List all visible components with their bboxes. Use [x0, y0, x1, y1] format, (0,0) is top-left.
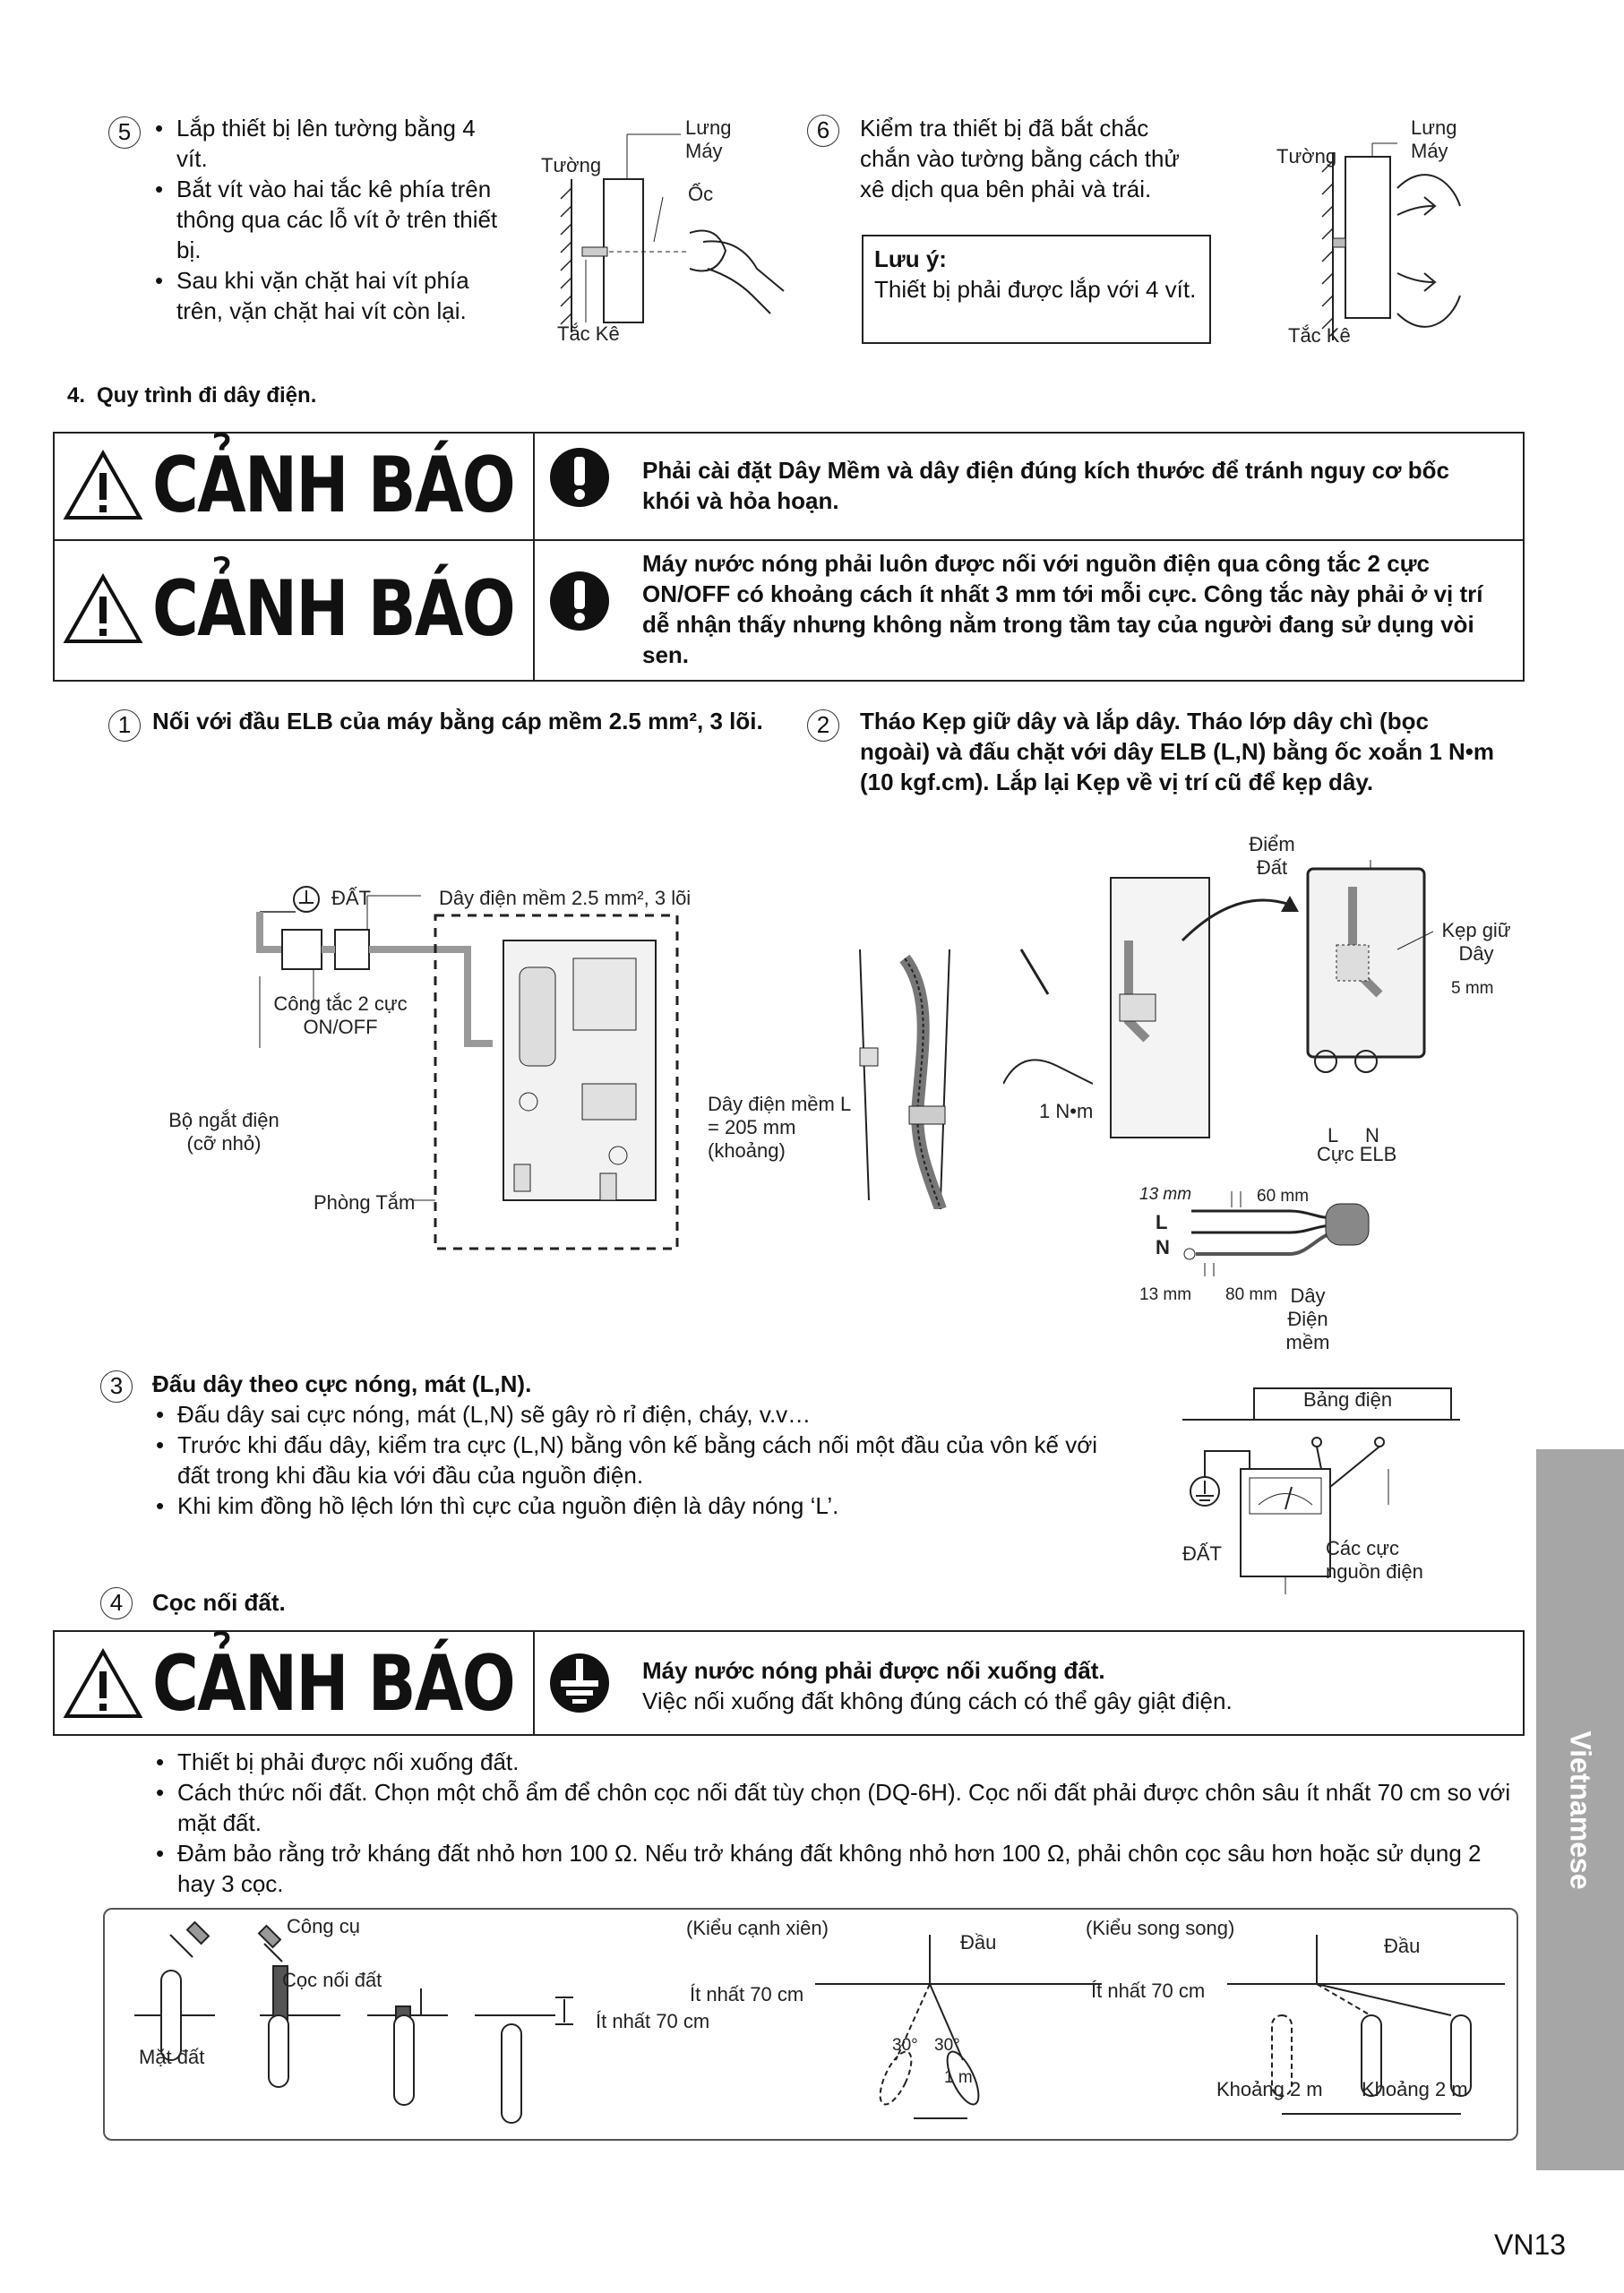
- fig2-terminal-N: N: [1365, 1124, 1379, 1146]
- cord-routing-diagram: [851, 940, 985, 1209]
- step5-bullet: • Bắt vít vào hai tắc kê phía trên thông qua các lỗ vít ở trên thiết bị.: [153, 174, 511, 265]
- step5-screw-label: Ốc: [688, 183, 714, 205]
- step6-note-title: Lưu ý:: [874, 245, 947, 272]
- wiring-step1-text: Nối với đầu ELB của máy bằng cáp mềm 2.5 mm², 3 lõi.: [152, 708, 763, 734]
- step4-bullet: • Đảm bảo rằng trở kháng đất nhỏ hơn 100 Ω. Nếu trở kháng đất không nhỏ hơn 100 Ω, phải chôn cọc sâu hơn hoặc sử dụng 2 hay 3 cọc.: [154, 1838, 1516, 1899]
- language-label: Vietnamese: [1564, 1730, 1597, 1890]
- step6-back-label: Lưng Máy: [1411, 116, 1457, 162]
- warning-triangle-icon: [63, 573, 143, 645]
- step5-anchor-label: Tắc Kê: [557, 322, 620, 345]
- wiring-step-number-2: 2: [807, 709, 839, 742]
- exclamation-icon: [548, 570, 611, 632]
- fig4-head1-label: Đầu: [960, 1931, 997, 1954]
- fig4-ground-label: Mặt đất: [139, 2046, 205, 2068]
- fig4-angle1-label: 30°: [892, 2036, 918, 2055]
- fig2-dim-80mm: 80 mm: [1225, 1285, 1278, 1304]
- step3-panel-label: Bảng điện: [1303, 1388, 1393, 1411]
- step3-bullet: • Đấu dây sai cực nóng, mát (L,N) sẽ gây rò rỉ điện, cháy, v.v…: [154, 1399, 1113, 1430]
- step5-wall-label: Tường: [541, 154, 602, 176]
- fig2-torque-label: 1 N•m: [1039, 1100, 1094, 1122]
- step4-bullet: • Cách thức nối đất. Chọn một chỗ ẩm để chôn cọc nối đất tùy chọn (DQ-6H). Cọc nối đất phải được chôn sâu ít nhất 70 cm so với mặt đất.: [154, 1777, 1516, 1838]
- section-title: Quy trình đi dây điện.: [97, 383, 317, 408]
- fig2-dim-13mm-bottom: 13 mm: [1139, 1285, 1192, 1304]
- fig4-tool-label: Công cụ: [287, 1915, 360, 1937]
- warning-title: CẢNH BÁO: [152, 564, 515, 654]
- exclamation-icon: [548, 446, 611, 509]
- step3-bullet: • Trước khi đấu dây, kiểm tra cực (L,N) bằng vôn kế bằng cách nối một đầu của vôn kế với đất trong khi đầu kia với đầu của nguồn điện.: [154, 1430, 1113, 1490]
- step5-bullet: • Sau khi vặn chặt hai vít phía trên, vặn chặt hai vít còn lại.: [153, 265, 511, 326]
- fig2-cord-label: Dây điện mềm L = 205 mm (khoảng): [708, 1093, 851, 1162]
- fig2-elb-label: Cực ELB: [1317, 1143, 1397, 1165]
- wiring-overview-diagram: [152, 869, 690, 1254]
- step5-wall-mount-diagram: [528, 107, 815, 358]
- warning-triangle-icon: [63, 450, 143, 521]
- warning-text-bold: Máy nước nóng phải được nối xuống đất.: [642, 1657, 1105, 1684]
- step5-bullet: • Lắp thiết bị lên tường bằng 4 vít.: [153, 113, 511, 174]
- warning-title: CẢNH BÁO: [152, 441, 515, 530]
- ground-icon: [548, 1652, 611, 1714]
- fig4-rod-label: Cọc nối đất: [282, 1969, 382, 1991]
- step6-instruction: Kiểm tra thiết bị đã bắt chắc chắn vào tường bằng cách thử xê dịch qua bên phải và trái.: [860, 115, 1180, 202]
- page-number: VN13: [1494, 2229, 1567, 2261]
- warning-divider: [55, 539, 1523, 541]
- fig4-depth1-label: Ít nhất 70 cm: [596, 2010, 710, 2032]
- wiring-step2-text: Tháo Kẹp giữ dây và lắp dây. Tháo lớp dây chì (bọc ngoài) và đấu chặt với dây ELB (L,N) bằng ốc xoắn 1 N•m (10 kgf.cm). Lắp lại Kẹp về vị trí cũ để kẹp dây.: [860, 708, 1495, 795]
- fig4-angle2-label: 30°: [934, 2036, 960, 2055]
- grounding-rod-diagram: [107, 1917, 1514, 2136]
- fig4-space1-label: Khoảng 2 m: [1216, 2078, 1323, 2100]
- fig2-clamp-label: Kẹp giữ Dây: [1441, 919, 1511, 965]
- fig2-terminal-L: L: [1328, 1124, 1339, 1146]
- fig4-depth2-label: Ít nhất 70 cm: [690, 1983, 804, 2005]
- language-side-tab: [1536, 1449, 1624, 2170]
- fig4-parallel-label: (Kiểu song song): [1086, 1917, 1235, 1939]
- fig4-dist1-label: 1 m: [944, 2068, 973, 2087]
- fig2-earth-point-label: Điểm Đất: [1249, 833, 1295, 879]
- step-number-4: 4: [100, 1587, 133, 1619]
- fig1-ground-label: ĐẤT: [331, 887, 371, 909]
- step-number-6: 6: [807, 115, 839, 147]
- fig2-dim-60mm: 60 mm: [1257, 1187, 1310, 1206]
- step-number-5: 5: [108, 116, 141, 149]
- fig2-gap-label: 5 mm: [1451, 979, 1494, 998]
- step3-ground-label: ĐẤT: [1182, 1542, 1222, 1565]
- warning-text: Máy nước nóng phải luôn được nối với nguồn điện qua công tắc 2 cực ON/OFF có khoảng cách ít nhất 3 mm tới mỗi cực. Công tắc này phải ở vị trí dễ nhận thấy nhưng không nằm trong tầm tay của người đang sử dụng vòi sen.: [642, 550, 1483, 668]
- fig1-breaker-label: Bộ ngắt điện (cỡ nhỏ): [168, 1109, 279, 1155]
- fig4-depth3-label: Ít nhất 70 cm: [1091, 1980, 1206, 2002]
- warning-title: CẢNH BÁO: [152, 1639, 515, 1729]
- warning-text: Việc nối xuống đất không đúng cách có thể gây giật điện.: [642, 1688, 1233, 1714]
- step3-bullet: • Khi kim đồng hồ lệch lớn thì cực của nguồn điện là dây nóng ‘L’.: [154, 1490, 1113, 1521]
- step4-bullet: • Thiết bị phải được nối xuống đất.: [154, 1747, 1516, 1777]
- fig2-dim-13mm-top: 13 mm: [1139, 1185, 1192, 1204]
- wiring-step-number-1: 1: [108, 709, 141, 742]
- step6-note-box: [862, 235, 1211, 344]
- fig1-bathroom-label: Phòng Tắm: [314, 1191, 416, 1214]
- step4-instructions: [154, 1747, 1516, 1899]
- fig4-head2-label: Đầu: [1384, 1935, 1421, 1957]
- step5-back-label: Lưng Máy: [685, 116, 732, 162]
- step3-instructions: [154, 1399, 1113, 1521]
- fig2-wire-L: L: [1156, 1211, 1168, 1233]
- step4-title: Cọc nối đất.: [152, 1589, 286, 1616]
- step6-anchor-label: Tắc Kê: [1288, 324, 1351, 347]
- step6-note-text: Thiết bị phải được lắp với 4 vít.: [874, 276, 1197, 303]
- step5-instructions: [153, 113, 511, 326]
- fig2-soft-cord-label: Dây Điện mềm: [1285, 1284, 1330, 1353]
- step-number-3: 3: [100, 1370, 133, 1403]
- section-number: 4.: [67, 383, 86, 408]
- fig1-switch-label: Công tắc 2 cực ON/OFF: [273, 992, 408, 1038]
- step6-wall-label: Tường: [1276, 145, 1337, 167]
- fig4-slant-label: (Kiểu cạnh xiên): [686, 1917, 829, 1939]
- fig1-cable-label: Dây điện mềm 2.5 mm², 3 lõi: [439, 887, 692, 909]
- fig4-space2-label: Khoảng 2 m: [1362, 2078, 1468, 2100]
- step3-title: Đấu dây theo cực nóng, mát (L,N).: [152, 1370, 532, 1397]
- step3-poles-label: Các cực nguồn điện: [1326, 1537, 1423, 1583]
- warning-text: Phải cài đặt Dây Mềm và dây điện đúng kích thước để tránh nguy cơ bốc khói và hỏa hoạn.: [642, 457, 1449, 514]
- warning-triangle-icon: [63, 1648, 143, 1720]
- fig2-wire-N: N: [1156, 1236, 1170, 1258]
